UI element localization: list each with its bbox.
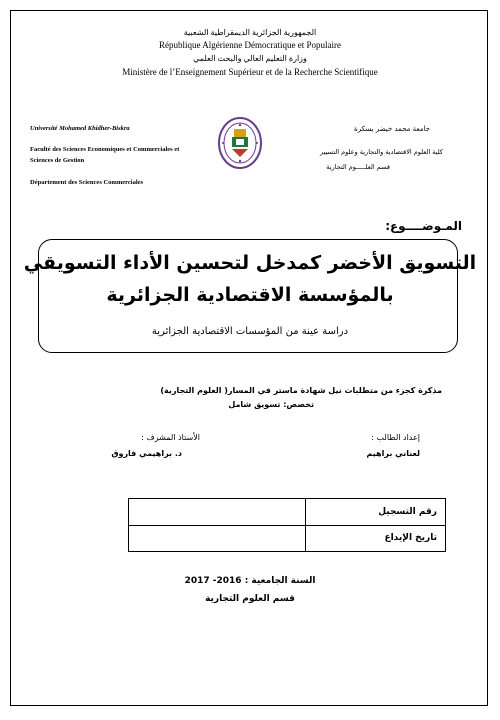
fr-faculty-line2: Sciences de Gestion	[30, 157, 85, 164]
header-fr-republic: République Algérienne Démocratique et Populaire	[159, 40, 341, 50]
ar-university: جامعة محمد خيضر بسكرة	[354, 125, 430, 133]
thesis-subtitle: دراسة عينة من المؤسسات الاقتصادية الجزائرية	[151, 326, 349, 337]
deposit-date-value	[129, 525, 306, 552]
registration-number-label: رقم التسجيل	[306, 499, 446, 526]
registration-number-value	[129, 499, 306, 526]
thesis-title-line2: بالمؤسسة الاقتصادية الجزائرية	[106, 284, 394, 306]
header-fr-ministry: Ministère de l’Enseignement Supérieur et de la Recherche Scientifique	[122, 67, 378, 77]
deposit-date-label: تاريخ الإيداع	[306, 525, 446, 552]
subject-label: المـوضــــوع:	[385, 219, 462, 233]
academic-year: السنة الجامعية : 2016- 2017	[184, 576, 316, 586]
fr-university: Université Mohamed Khidher-Biskra	[30, 125, 130, 132]
university-logo	[218, 117, 262, 169]
table-row	[129, 499, 446, 526]
supervisor-label: الأستاذ المشرف :	[141, 433, 200, 442]
student-label: إعداد الطالب :	[371, 433, 420, 442]
table-row	[129, 525, 446, 552]
registration-table	[128, 498, 446, 552]
ar-faculty: كلية العلوم الاقتصادية والتجارية وعلوم التسيير	[320, 148, 443, 156]
fr-faculty-line1: Faculté des Sciences Economiques et Commerciales et	[30, 146, 180, 153]
student-name: لعناني براهيم	[366, 449, 420, 458]
header-ar-ministry: وزارة التعليم العالي والبحث العلمي	[193, 54, 307, 63]
supervisor-name: د. براهيمي فاروق	[111, 449, 182, 458]
ar-department: قسم العلـــــوم التجارية	[326, 163, 390, 171]
fr-department: Département des Sciences Commerciales	[30, 179, 144, 186]
footer-department: قسم العلوم التجارية	[205, 594, 295, 604]
thesis-title-line1: التسويق الأخضر كمدخل لتحسين الأداء التسويقي	[23, 252, 477, 274]
thesis-requirement: مذكرة كجزء من متطلبات نيل شهادة ماستر في المسار( العلوم التجارية)	[160, 386, 442, 395]
header-ar-republic: الجمهورية الجزائرية الديمقراطية الشعبية	[183, 28, 317, 37]
thesis-specialty: تخصص: تسويق شامل	[228, 400, 314, 409]
